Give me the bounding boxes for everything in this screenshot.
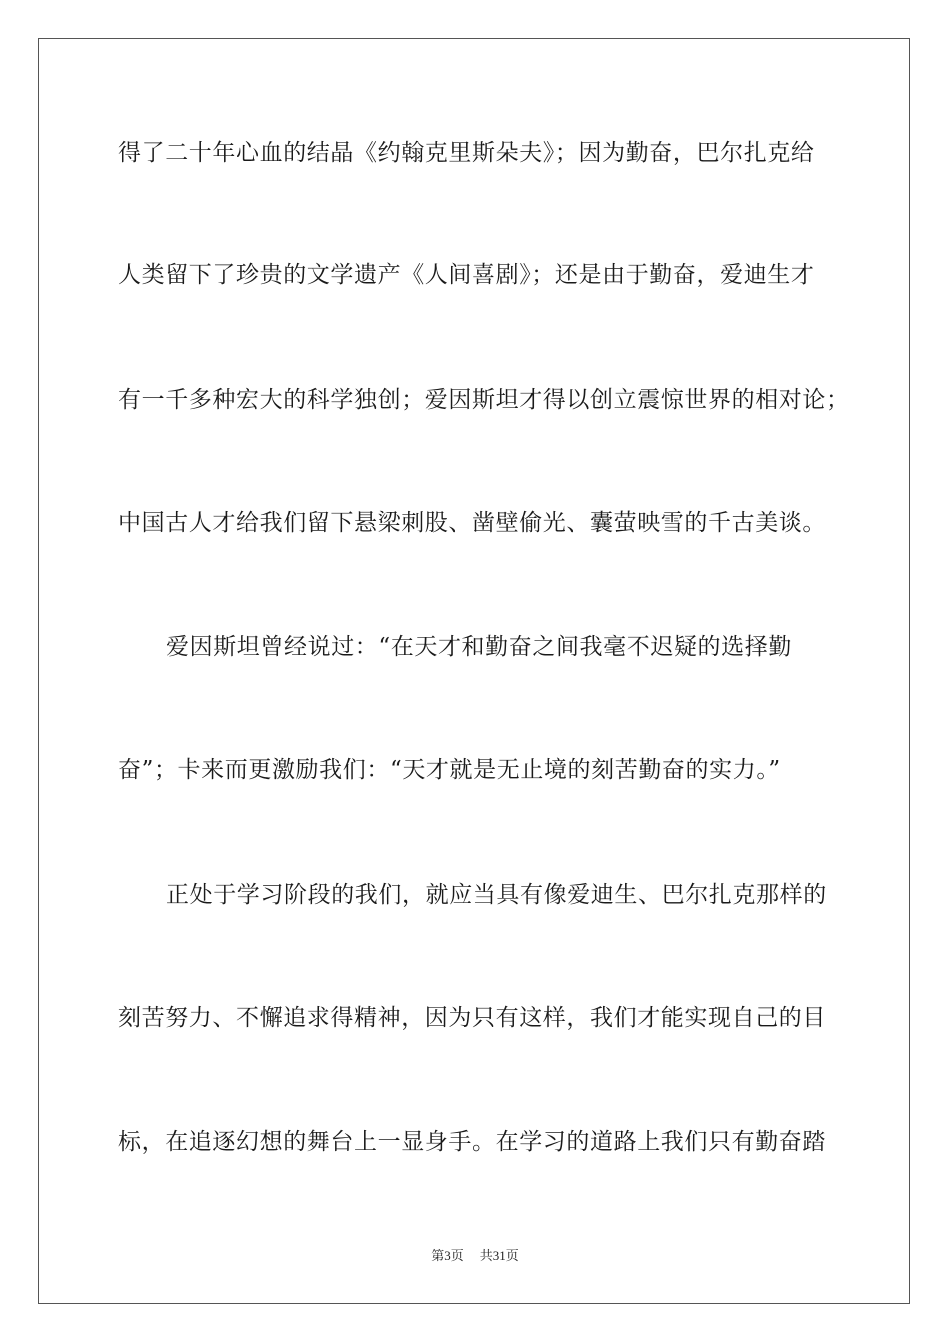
paragraph-3-line-2: 刻苦努力、不懈追求得精神，因为只有这样，我们才能实现自己的目 <box>118 1005 826 1031</box>
text-line-1: 得了二十年心血的结晶《约翰克里斯朵夫》；因为勤奋，巴尔扎克给 <box>118 140 815 166</box>
paragraph-3-line-3: 标，在追逐幻想的舞台上一显身手。在学习的道路上我们只有勤奋踏 <box>118 1129 826 1155</box>
page-footer <box>0 1248 950 1264</box>
paragraph-3-line-1: 正处于学习阶段的我们，就应当具有像爱迪生、巴尔扎克那样的 <box>166 882 827 908</box>
page-border <box>38 38 910 1304</box>
text-line-2: 人类留下了珍贵的文学遗产《人间喜剧》；还是由于勤奋，爱迪生才 <box>118 262 815 288</box>
paragraph-2-line-2: 奋”；卡来而更激励我们：“天才就是无止境的刻苦勤奋的实力。” <box>118 757 781 783</box>
paragraph-2-line-1: 爱因斯坦曾经说过：“在天才和勤奋之间我毫不迟疑的选择勤 <box>166 634 792 660</box>
page-total: 共31页 <box>479 1248 519 1263</box>
page-number: 第3页 <box>431 1248 464 1263</box>
text-line-3: 有一千多种宏大的科学独创；爱因斯坦才得以创立震惊世界的相对论； <box>118 387 850 413</box>
text-line-4: 中国古人才给我们留下悬梁刺股、凿壁偷光、囊萤映雪的千古美谈。 <box>118 510 826 536</box>
